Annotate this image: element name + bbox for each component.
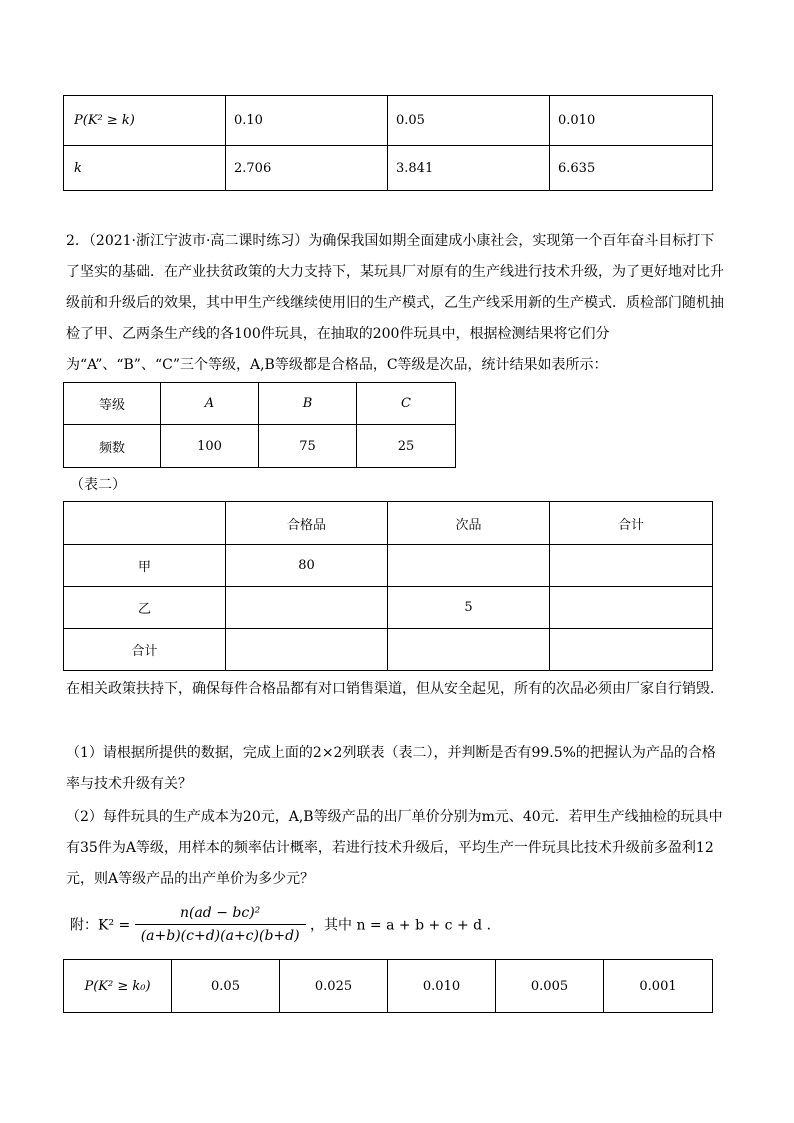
table-cell: 25 — [357, 425, 456, 468]
table-cell: 0.010 — [388, 960, 496, 1013]
header-cell: C — [357, 383, 456, 425]
problem-intro: 2．（2021·浙江宁波市·高二课时练习）为确保我国如期全面建成小康社会，实现第一个百年奋斗目标打下了坚实的基础．在产业扶贫政策的大力支持下，某玩具厂对原有的生产线进行技术升级，为了更好地对比升级前和升级后的效果，其中甲生产线继续使用旧的生产模式，乙生产线采用新的生产模式．质检部门随机抽检了甲、乙两条生产线的各100件玩具，在抽取的200件玩具中，根据检测结果将它们分为“A”、“B”、“C”三个等级，A,B等级都是合格品，C等级是次品，统计结果如表所示： — [66, 233, 724, 373]
table-row — [64, 383, 456, 425]
table-cell: 0.001 — [604, 960, 713, 1013]
table-row — [64, 629, 713, 671]
formula-fraction — [135, 902, 306, 947]
header-cell: A — [161, 383, 259, 425]
row-label: P(K² ≥ k) — [64, 96, 226, 146]
grade-frequency-table — [63, 382, 456, 468]
table-row — [64, 146, 713, 191]
table-row — [64, 545, 713, 587]
formula-denominator: (a+b)(c+d)(a+c)(b+d) — [140, 928, 300, 944]
table-cell — [550, 629, 713, 671]
table-cell: 甲 — [64, 545, 226, 587]
question-2: （2）每件玩具的生产成本为20元，A,B等级产品的出厂单价分别为m元、40元．若甲生产线抽检的玩具中有35件为A等级，用样本的频率估计概率，若进行技术升级后，平均生产一件玩具比技术升级前多盈利12元，则A等级产品的出产单价为多少元？ — [66, 809, 723, 887]
table-row — [64, 960, 713, 1013]
table-row — [64, 425, 456, 468]
question-1: （1）请根据所提供的数据，完成上面的2×2列联表（表二），并判断是否有99.5%的把握认为产品的合格率与技术升级有关？ — [66, 745, 716, 792]
table-cell — [226, 587, 388, 629]
table-cell — [550, 545, 713, 587]
header-cell — [64, 502, 226, 545]
table-row — [64, 502, 713, 545]
table-cell: 0.025 — [280, 960, 388, 1013]
header-cell: B — [259, 383, 357, 425]
contingency-table — [63, 501, 713, 671]
table-cell: 0.05 — [172, 960, 280, 1013]
table-cell — [388, 629, 550, 671]
table-cell: 0.05 — [388, 96, 550, 146]
table-row — [64, 587, 713, 629]
table-cell: 0.10 — [226, 96, 388, 146]
table-cell: 75 — [259, 425, 357, 468]
header-cell: 次品 — [388, 502, 550, 545]
table-cell — [550, 587, 713, 629]
header-cell: 合格品 — [226, 502, 388, 545]
formula-suffix: ，其中 n = a + b + c + d ． — [310, 917, 501, 934]
table-cell: 6.635 — [550, 146, 713, 191]
table-row — [64, 96, 713, 146]
table-cell: 5 — [388, 587, 550, 629]
row-label: k — [64, 146, 226, 191]
table-cell: 3.841 — [388, 146, 550, 191]
table-cell: 频数 — [64, 425, 161, 468]
formula-numerator: n(ad − bc)² — [135, 902, 306, 925]
table-cell: 2.706 — [226, 146, 388, 191]
table-cell — [226, 629, 388, 671]
table-cell: 80 — [226, 545, 388, 587]
table-cell: 合计 — [64, 629, 226, 671]
header-cell: 等级 — [64, 383, 161, 425]
formula-prefix: 附：K² = — [70, 917, 131, 934]
table-cell — [388, 545, 550, 587]
table-cell: 100 — [161, 425, 259, 468]
row-label: P(K² ≥ k₀) — [64, 960, 172, 1013]
critical-value-table-top — [63, 95, 713, 191]
policy-text: 在相关政策扶持下，确保每件合格品都有对口销售渠道，但从安全起见，所有的次品必须由厂家自行销毁． — [66, 681, 724, 697]
table2-caption: （表二） — [70, 477, 126, 493]
table-cell: 乙 — [64, 587, 226, 629]
table-cell: 0.010 — [550, 96, 713, 146]
appendix-formula — [70, 902, 501, 947]
header-cell: 合计 — [550, 502, 713, 545]
table-cell: 0.005 — [496, 960, 604, 1013]
critical-value-table-bottom — [63, 959, 713, 1013]
